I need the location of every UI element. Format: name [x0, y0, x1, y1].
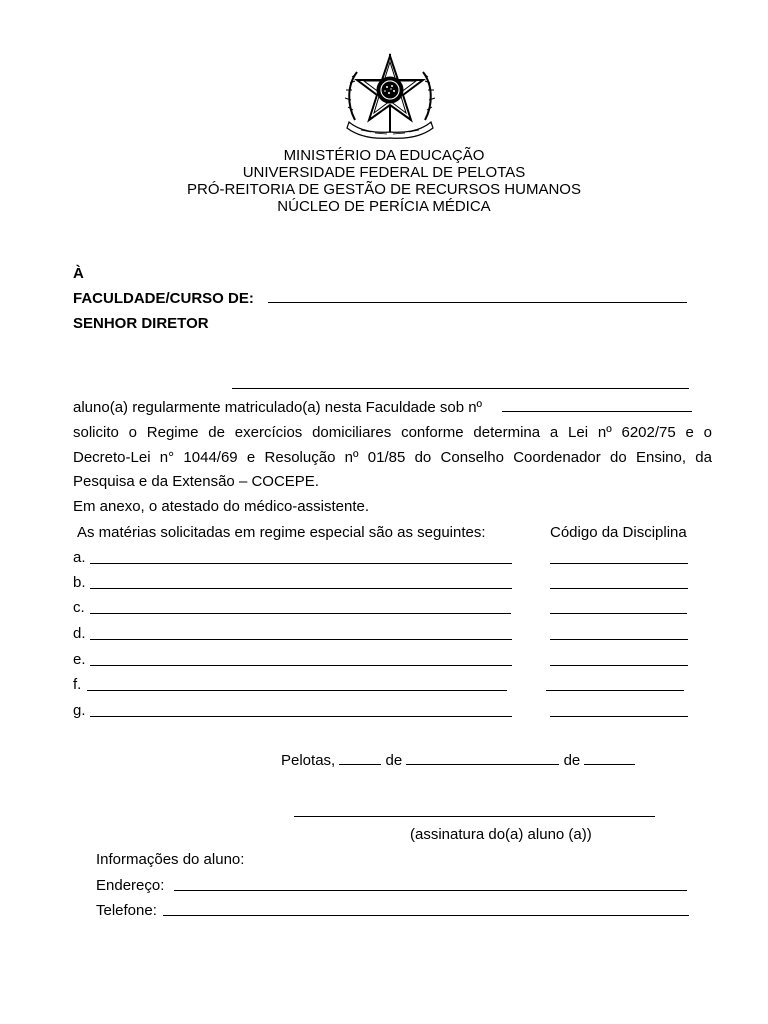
header-nucleus: NÚCLEO DE PERÍCIA MÉDICA — [277, 198, 491, 215]
subject-label-a: a. — [73, 549, 86, 566]
subject-label-b: b. — [73, 574, 86, 591]
subject-code-field-d[interactable] — [550, 639, 688, 640]
student-info-heading: Informações do aluno: — [96, 851, 245, 868]
date-month-field[interactable] — [406, 750, 559, 765]
date-city: Pelotas, — [281, 752, 336, 769]
header-ministry: MINISTÉRIO DA EDUCAÇÃO — [283, 147, 485, 164]
addressee-to: À — [73, 265, 84, 282]
subject-label-c: c. — [73, 599, 85, 616]
subject-field-g[interactable] — [90, 716, 512, 717]
student-name-field[interactable] — [232, 388, 689, 389]
body-line-attachment: Em anexo, o atestado do médico-assistente. — [73, 498, 370, 515]
subject-label-g: g. — [73, 702, 86, 719]
student-address-label: Endereço: — [96, 877, 165, 894]
date-de-1: de — [385, 752, 403, 769]
subject-code-field-c[interactable] — [550, 613, 687, 614]
header-pro-rectory: PRÓ-REITORIA DE GESTÃO DE RECURSOS HUMANOS — [187, 181, 581, 198]
student-phone-label: Telefone: — [96, 902, 157, 919]
subject-code-field-b[interactable] — [550, 588, 688, 589]
director-label: SENHOR DIRETOR — [73, 315, 209, 332]
faculty-label: FACULDADE/CURSO DE: — [73, 290, 254, 307]
body-line-enrolled: aluno(a) regularmente matriculado(a) nesta Faculdade sob nº — [73, 399, 483, 416]
date-day-field[interactable] — [339, 750, 381, 765]
body-line-request: solicito o Regime de exercícios domiciliares conforme determina a Lei nº 6202/75 e o — [73, 424, 712, 441]
coat-of-arms-emblem — [343, 50, 437, 142]
body-line-decree: Decreto-Lei n° 1044/69 e Resolução nº 01/85 do Conselho Coordenador do Ensino, da — [73, 449, 712, 466]
date-de-2: de — [563, 752, 581, 769]
subject-label-f: f. — [73, 676, 82, 693]
body-line-cocepe: Pesquisa e da Extensão – COCEPE. — [73, 473, 319, 490]
signature-caption: (assinatura do(a) aluno (a)) — [410, 826, 592, 843]
subject-field-c[interactable] — [90, 613, 511, 614]
code-heading: Código da Disciplina — [550, 524, 687, 541]
subject-field-e[interactable] — [90, 665, 512, 666]
faculty-field[interactable] — [268, 302, 687, 303]
subject-label-e: e. — [73, 651, 86, 668]
student-phone-field[interactable] — [163, 915, 689, 916]
date-line — [281, 750, 635, 770]
date-year-field[interactable] — [584, 750, 635, 765]
student-address-field[interactable] — [174, 890, 687, 891]
subject-code-field-e[interactable] — [550, 665, 688, 666]
header-university: UNIVERSIDADE FEDERAL DE PELOTAS — [242, 164, 526, 181]
subject-field-f[interactable] — [87, 690, 507, 691]
subject-code-field-g[interactable] — [550, 716, 688, 717]
subject-code-field-f[interactable] — [546, 690, 684, 691]
registration-number-field[interactable] — [502, 411, 692, 412]
subject-label-d: d. — [73, 625, 86, 642]
subjects-heading: As matérias solicitadas em regime especial são as seguintes: — [77, 524, 486, 541]
subject-code-field-a[interactable] — [550, 563, 688, 564]
subject-field-d[interactable] — [90, 639, 512, 640]
signature-field[interactable] — [294, 816, 655, 817]
subject-field-a[interactable] — [90, 563, 512, 564]
subject-field-b[interactable] — [90, 588, 512, 589]
